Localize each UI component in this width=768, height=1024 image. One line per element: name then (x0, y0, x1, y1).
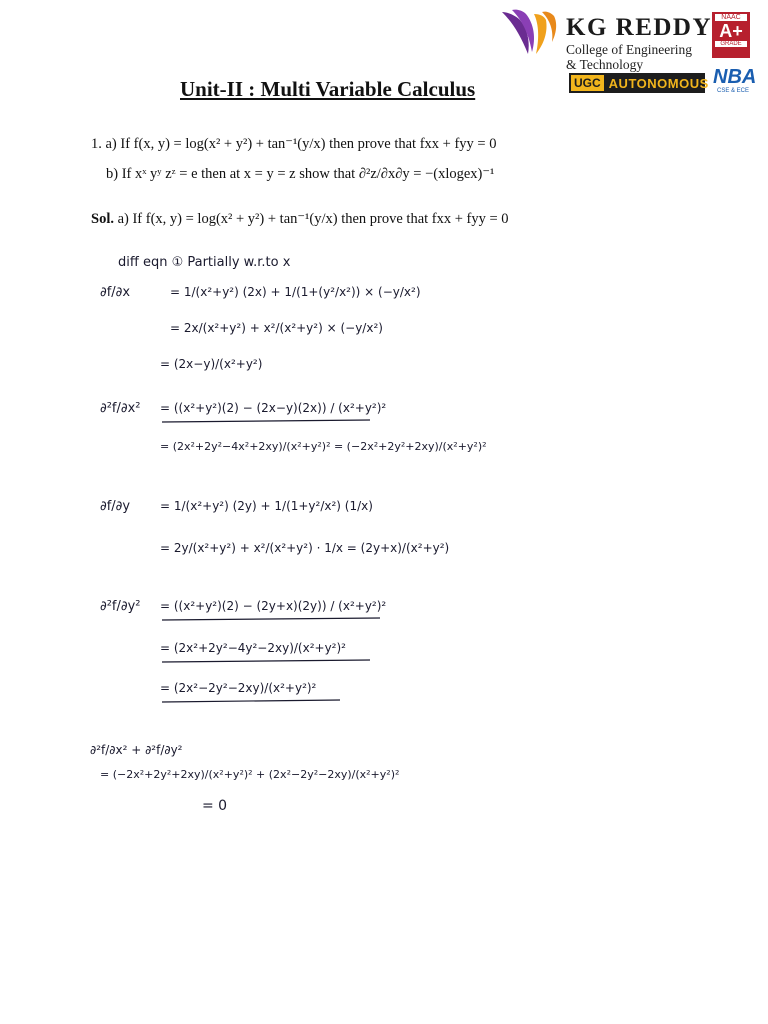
solution-heading (91, 211, 509, 228)
nba-courses: CSE & ECE (716, 88, 749, 94)
hw-fyy-lhs: ∂²f/∂y² (100, 599, 141, 614)
hw-fx-line2: = 2x/(x²+y²) + x²/(x²+y²) × (−y/x²) (170, 321, 383, 335)
college-subtitle-line2: & Technology (566, 57, 644, 72)
handwritten-solution (90, 240, 530, 820)
hw-fxx-line2: = (2x²+2y²−4x²+2xy)/(x²+y²)² = (−2x²+2y²+2xy)/(x²+y²)² (160, 440, 487, 453)
hw-fyy-line3: = (2x²−2y²−2xy)/(x²+y²)² (160, 681, 317, 695)
naac-label: NAAC (715, 14, 747, 21)
hw-intro: diff eqn ① Partially w.r.to x (118, 255, 291, 270)
question-1b: b) If xˣ yʸ zᶻ = e then at x = y = z show that ∂²z/∂x∂y = −(xlogex)⁻¹ (106, 166, 495, 182)
ugc-autonomous-banner (569, 73, 709, 93)
question-1a: 1. a) If f(x, y) = log(x² + y²) + tan⁻¹(y/x) then prove that fxx + fyy = 0 (91, 136, 497, 152)
ugc-label: UGC (571, 75, 604, 91)
hw-fy-lhs: ∂f/∂y (100, 499, 131, 514)
hw-fx-line1: = 1/(x²+y²) (2x) + 1/(1+(y²/x²)) × (−y/x²) (170, 285, 421, 299)
solution-label: Sol. (91, 211, 114, 227)
hw-sum-lhs: ∂²f/∂x² + ∂²f/∂y² (90, 743, 183, 757)
nba-label: NBA (713, 66, 757, 88)
naac-badge (712, 12, 750, 58)
hw-fy-line2: = 2y/(x²+y²) + x²/(x²+y²) · 1/x = (2y+x)/(x²+y²) (160, 541, 450, 555)
kg-reddy-wing-logo-icon (498, 8, 560, 60)
hw-fx-line3: = (2x−y)/(x²+y²) (160, 357, 263, 371)
naac-grade: A+ (719, 21, 743, 41)
page-title: Unit-II : Multi Variable Calculus (180, 77, 476, 101)
college-name: KG REDDY (566, 14, 713, 41)
hw-fyy-line2: = (2x²+2y²−4y²−2xy)/(x²+y²)² (160, 641, 346, 655)
autonomous-label: AUTONOMOUS (608, 75, 709, 91)
hw-result: = 0 (202, 798, 228, 814)
college-subtitle-line1: College of Engineering (566, 42, 692, 57)
hw-fx-lhs: ∂f/∂x (100, 285, 131, 300)
hw-fy-line1: = 1/(x²+y²) (2y) + 1/(1+y²/x²) (1/x) (160, 499, 373, 513)
hw-fxx-lhs: ∂²f/∂x² (100, 401, 141, 416)
hw-fyy-line1: = ((x²+y²)(2) − (2y+x)(2y)) / (x²+y²)² (160, 599, 387, 613)
solution-statement: a) If f(x, y) = log(x² + y²) + tan⁻¹(y/x) then prove that fxx + fyy = 0 (117, 211, 509, 227)
naac-grade-label: GRADE (715, 41, 747, 47)
hw-fxx-line1: = ((x²+y²)(2) − (2x−y)(2x)) / (x²+y²)² (160, 401, 387, 415)
nba-badge (713, 66, 757, 94)
hw-sum-line: = (−2x²+2y²+2xy)/(x²+y²)² + (2x²−2y²−2xy)/(x²+y²)² (100, 768, 400, 781)
